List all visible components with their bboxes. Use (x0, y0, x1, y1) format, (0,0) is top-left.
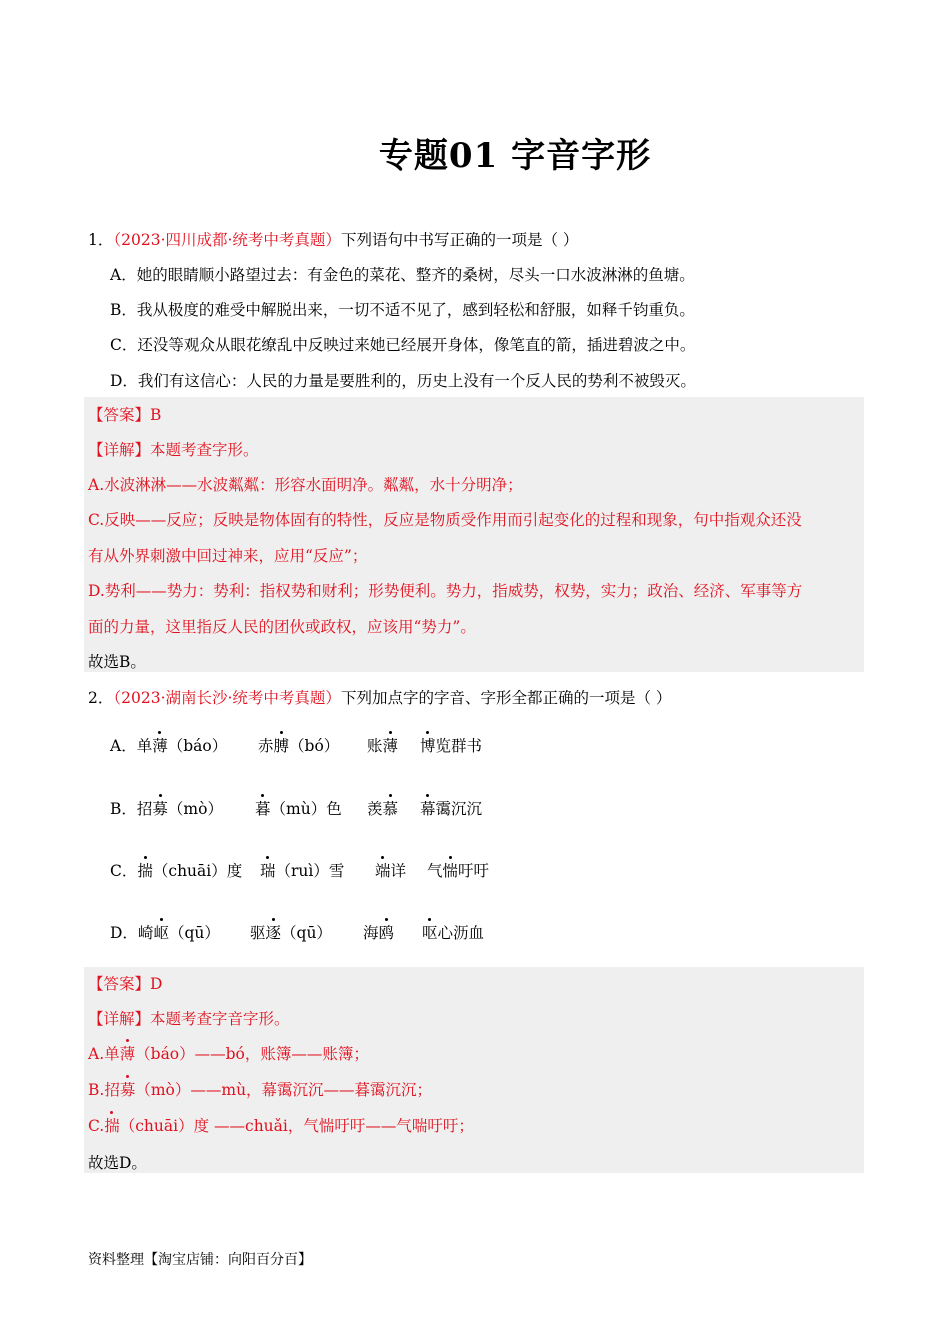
char: 海 (363, 924, 379, 942)
dotted-char: 揣 (137, 859, 153, 881)
pinyin: （bó） (289, 737, 340, 755)
q2-option-c (110, 859, 242, 881)
chars: 吁吁 (458, 862, 490, 880)
dotted-char: 膊 (274, 734, 290, 756)
dotted-char: 逐 (266, 921, 282, 943)
question-source: （2023·四川成都·统考中考真题） (113, 231, 341, 249)
page-title: 专题01 字音字形 (378, 136, 652, 176)
question-source: （2023·湖南长沙·统考中考真题） (113, 689, 341, 707)
option-label: A． (110, 737, 137, 755)
explanation-line: 有从外界刺激中回过神来，应用“反应”； (88, 547, 368, 565)
text: （mò）——mù，幕霭沉沉——暮霭沉沉； (135, 1081, 433, 1099)
detail-label: 【详解】本题考查字形。 (88, 441, 259, 459)
dotted-char: 揣 (104, 1114, 120, 1136)
footer-note: 资料整理【淘宝店铺：向阳百分百】 (88, 1252, 312, 1268)
question-text: 下列语句中书写正确的一项是（ ） (340, 231, 579, 249)
conclusion: 故选B。 (88, 653, 146, 671)
q2-option-a-word4 (420, 734, 482, 756)
option-label: B． (110, 800, 137, 818)
q2-option-a-word2 (258, 734, 339, 756)
pinyin: （qū） (168, 924, 220, 942)
explanation-line: 面的力量，这里指反人民的团伙或政权，应该用“势力”。 (88, 618, 476, 636)
q2-option-a (110, 734, 227, 756)
text: B.招 (88, 1081, 120, 1099)
conclusion: 故选D。 (88, 1154, 147, 1172)
char: 羡 (367, 800, 383, 818)
explanation-line: C.反映——反应；反映是物体固有的特性，反应是物质受作用而引起变化的过程和现象，句中指观众还没 (88, 511, 802, 529)
q1-option-c: C．还没等观众从眼花缭乱中反映过来她已经展开身体，像笔直的箭，插进碧波之中。 (110, 336, 696, 354)
pinyin: （ruì）雪 (275, 862, 345, 880)
explanation-line (88, 1042, 369, 1064)
question-number: 2． (88, 689, 114, 707)
char: 气 (427, 862, 443, 880)
q1-option-b: B．我从极度的难受中解脱出来，一切不适不见了，感到轻松和舒服，如释千钧重负。 (110, 301, 695, 319)
dotted-char: 岖 (153, 921, 169, 943)
q2-option-a-word3 (367, 734, 398, 756)
explanation-line (88, 1114, 474, 1136)
dotted-char: 薄 (383, 734, 399, 756)
q2-option-c-word4 (427, 859, 489, 881)
question-2-stem (88, 686, 671, 708)
answer-box-1 (84, 397, 864, 672)
q2-option-d (110, 921, 220, 943)
dotted-char: 暮 (255, 797, 271, 819)
q2-option-b-word2 (255, 797, 342, 819)
q2-option-c-word2 (260, 859, 344, 881)
text: （chuāi）度 ——chuǎi，气惴吁吁——气喘吁吁； (119, 1117, 474, 1135)
option-label: C． (110, 862, 138, 880)
char: 单 (136, 737, 153, 755)
option-label: D． (110, 924, 138, 942)
question-text: 下列加点字的字音、字形全都正确的一项是（ ） (340, 689, 672, 707)
pinyin: （báo） (167, 737, 228, 755)
dotted-char: 募 (120, 1078, 136, 1100)
chars: 览群书 (435, 737, 483, 755)
answer-label: 【答案】D (88, 975, 163, 993)
char: 账 (367, 737, 383, 755)
dotted-char: 募 (152, 797, 168, 819)
dotted-char: 薄 (120, 1042, 136, 1064)
char: 崎 (137, 924, 154, 942)
explanation-line: D.势利——势力：势利：指权势和财利；形势便利。势力，指威势，权势，实力；政治、经济、军事等方 (88, 582, 803, 600)
text: A.单 (88, 1045, 120, 1063)
pinyin: （mò） (167, 800, 223, 818)
q2-option-d-word2 (250, 921, 332, 943)
q1-option-d: D．我们有这信心：人民的力量是要胜利的，历史上没有一个反人民的势利不被毁灭。 (110, 372, 696, 390)
chars: 心沥血 (437, 924, 485, 942)
dotted-char: 瑞 (260, 859, 276, 881)
dotted-char: 呕 (422, 921, 438, 943)
pinyin: （qū） (281, 924, 332, 942)
dotted-char: 慕 (383, 797, 399, 819)
detail-label: 【详解】本题考查字音字形。 (88, 1010, 290, 1028)
char: 详 (390, 862, 407, 880)
char: 赤 (258, 737, 274, 755)
q2-option-d-word4 (422, 921, 484, 943)
text: C. (88, 1117, 105, 1135)
dotted-char: 端 (375, 859, 391, 881)
pinyin: （mù）色 (270, 800, 342, 818)
chars: 霭沉沉 (435, 800, 483, 818)
q2-option-b (110, 797, 223, 819)
dotted-char: 鸥 (379, 921, 395, 943)
dotted-char: 惴 (443, 859, 459, 881)
answer-label: 【答案】B (88, 406, 162, 424)
explanation-line (88, 1078, 432, 1100)
char: 驱 (250, 924, 266, 942)
q2-option-d-word3 (363, 921, 394, 943)
text: （báo）——bó，账簿——账簿； (135, 1045, 369, 1063)
dotted-char: 幕 (420, 797, 436, 819)
answer-box-2 (84, 967, 864, 1173)
q1-option-a: A．她的眼睛顺小路望过去：有金色的菜花、整齐的桑树，尽头一口水波淋淋的鱼塘。 (110, 266, 695, 284)
q2-option-b-word3 (367, 797, 398, 819)
q2-option-b-word4 (420, 797, 482, 819)
char: 招 (136, 800, 153, 818)
dotted-char: 薄 (152, 734, 168, 756)
pinyin: （chuāi）度 (152, 862, 243, 880)
question-1-stem (88, 228, 578, 250)
question-number: 1． (88, 231, 114, 249)
dotted-char: 博 (420, 734, 436, 756)
q2-option-c-word3 (375, 859, 406, 881)
explanation-line: A.水波淋淋——水波粼粼：形容水面明净。粼粼，水十分明净； (88, 476, 523, 494)
